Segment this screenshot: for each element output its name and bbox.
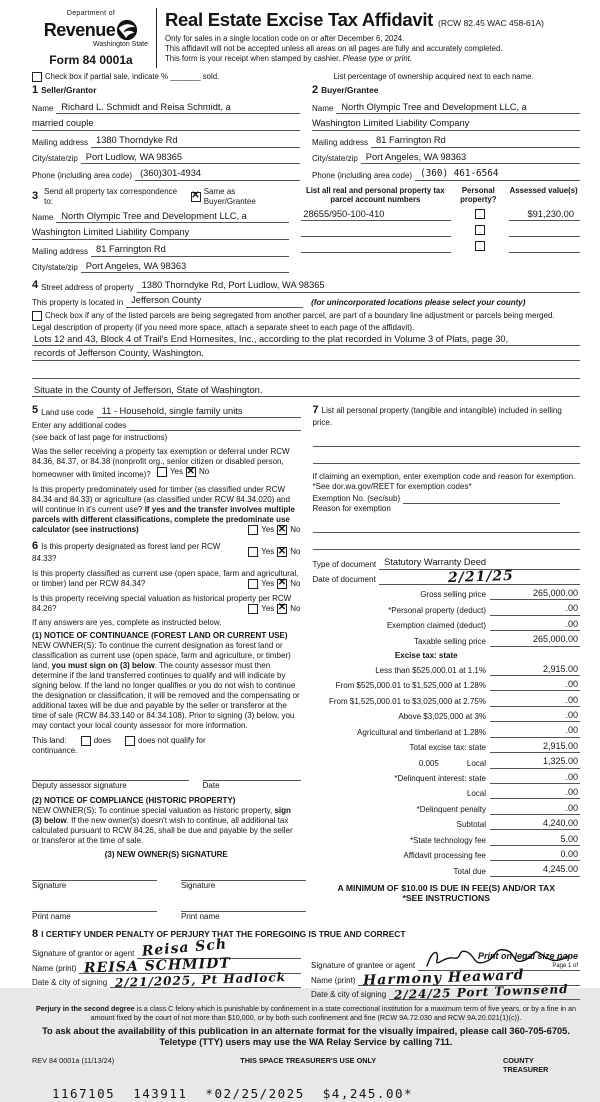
tax-label: Less than $525,000.01 at 1.1% — [375, 665, 486, 675]
personal-property-blank-line — [313, 454, 580, 464]
parcel-number-value: 28655/950-100-410 — [301, 209, 451, 222]
tax-label: *Personal property (deduct) — [388, 605, 486, 615]
seller-mailing-label: Mailing address — [32, 137, 89, 147]
land-use-value: 11 - Household, single family units — [97, 406, 301, 419]
header-divider — [156, 8, 157, 68]
county-treasurer-label: COUNTY TREASURER — [502, 1055, 549, 1074]
print-name-label: Print name — [32, 911, 71, 921]
legal-description-line1: Lots 12 and 43, Block 4 of Trail's End Homesites, Inc., according to the plat recorded in Volume 3 of Plats, page 30, — [32, 334, 580, 347]
yes-checkbox[interactable] — [248, 579, 258, 589]
signature-label: Signature — [32, 880, 67, 890]
does-not-label: does not qualify for — [138, 735, 206, 745]
new-owner-printname-line-1[interactable] — [32, 899, 157, 912]
grantee-date-value: 2/24/25 Port Townsend — [389, 988, 580, 1000]
tax-label-local: 0.005 Local — [418, 758, 486, 768]
corr-city-label: City/state/zip — [32, 263, 78, 273]
tax-label: *Delinquent penalty — [416, 804, 486, 814]
grantor-date-label: Date & city of signing — [32, 977, 108, 987]
tax-label: Local — [466, 789, 486, 799]
yes-checkbox[interactable] — [248, 525, 258, 535]
type-of-document-label: Type of document — [312, 559, 377, 569]
tax-label: Above $3,025,000 at 3% — [398, 712, 486, 722]
left-column — [32, 404, 301, 922]
tax-value: .00 — [490, 603, 580, 615]
see-back-note: (see back of last page for instructions) — [32, 433, 168, 443]
section2-number: 2 — [312, 84, 319, 96]
tax-value: .00 — [490, 725, 580, 737]
tax-value: 4,245.00 — [490, 864, 580, 876]
tax-value: 2,915.00 — [490, 741, 580, 753]
grantor-name-value: REISA SCHMIDT — [79, 961, 301, 974]
yes-checkbox[interactable] — [157, 467, 167, 477]
land-use-label: Land use code — [41, 408, 94, 418]
question-forest-land: 6 Is this property designated as forest land per RCW 84.33? Yes ✕ No — [32, 540, 301, 564]
tax-label: Exemption claimed (deduct) — [386, 621, 486, 631]
does-not-checkbox[interactable] — [125, 736, 135, 746]
tax-value: 2,915.00 — [490, 664, 580, 676]
reason-blank-line — [313, 540, 580, 550]
tax-value: 4,240.00 — [490, 818, 580, 830]
tax-label: *State technology fee — [409, 835, 486, 845]
new-owner-signature-line-2[interactable] — [181, 868, 306, 881]
tax-label: From $525,000.01 to $1,525,000 at 1.28% — [335, 681, 486, 691]
grantee-signature-label: Signature of grantee or agent — [311, 960, 416, 970]
county-note: (for unincorporated locations please select your county) — [311, 297, 526, 307]
header — [32, 6, 580, 68]
minimum-due-note: A MINIMUM OF $10.00 IS DUE IN FEE(S) AND/OR TAX — [337, 882, 555, 893]
revenue-swirl-icon — [116, 19, 138, 41]
footer-row — [32, 1056, 580, 1074]
tax-value: 1,325.00 — [490, 756, 580, 768]
certify-statement: I CERTIFY UNDER PENALTY OF PERJURY THAT THE FOREGOING IS TRUE AND CORRECT — [41, 928, 406, 939]
signature-label: Signature — [180, 880, 216, 890]
corr-name-value: North Olympic Tree and Development LLC, a — [56, 211, 289, 224]
parcel-col2-header: Personal property? — [460, 185, 497, 204]
additional-codes-value — [129, 421, 300, 431]
seller-phone-label: Phone (including area code) — [32, 170, 133, 180]
parcel-row — [301, 209, 580, 222]
no-checkbox-checked[interactable] — [277, 579, 287, 589]
grantor-signature-value[interactable]: Reisa Sch — [137, 946, 301, 959]
tax-value: .00 — [490, 679, 580, 691]
corr-name-value-2: Washington Limited Liability Company — [32, 227, 289, 240]
same-as-buyer-label: Same as Buyer/Grantee — [203, 186, 256, 206]
question-current-use: Is this property classified as current use (open space, farm and agricultural, or timber) land per RCW 84.34? Yes ✕ No — [32, 569, 301, 589]
assessed-value: $91,230.00 — [509, 209, 580, 222]
tax-label: From $1,525,000.01 to $3,025,000 at 2.75% — [328, 696, 486, 706]
segregated-checkbox[interactable] — [32, 311, 42, 321]
tax-label: Total due — [453, 866, 486, 876]
section-correspondence — [32, 187, 289, 273]
no-checkbox-checked[interactable] — [277, 547, 287, 557]
legal-description-label: Legal description of property (if you need more space, attach a separate sheet to each page of the affidavit). — [32, 322, 415, 332]
no-checkbox-checked[interactable] — [186, 467, 196, 477]
excise-tax-state-header: Excise tax: state — [394, 650, 458, 660]
date-of-document-value: 2/21/25 — [379, 572, 580, 585]
intro-line-3: This form is your receipt when stamped by cashier. Please type or print. — [165, 54, 413, 64]
new-owner-printname-line-2[interactable] — [181, 899, 306, 912]
treasurer-space-label: THIS SPACE TREASURER'S USE ONLY — [240, 1055, 377, 1065]
tax-value: .00 — [490, 803, 580, 815]
tax-value: .00 — [490, 772, 580, 784]
exemption-no-label: Exemption No. (sec/sub) — [312, 494, 401, 504]
tax-value: 265,000.00 — [490, 634, 580, 646]
section7-intro: 7 List all personal property (tangible and intangible) included in selling price. — [312, 404, 562, 428]
personal-property-checkbox[interactable] — [475, 225, 485, 235]
title-rcw-reference: (RCW 82.45 WAC 458-61A) — [438, 18, 544, 28]
legal-description-blank-line — [32, 369, 580, 379]
no-checkbox-checked[interactable] — [277, 604, 287, 614]
tax-value: .00 — [490, 710, 580, 722]
corr-mailing-label: Mailing address — [32, 246, 89, 256]
no-checkbox-checked[interactable] — [277, 525, 287, 535]
partial-sale-checkbox[interactable] — [32, 72, 42, 82]
dept-of-label: Department of — [66, 10, 116, 17]
question-exemption-deferral: Was the seller receiving a property tax exemption or deferral under RCW 84.36, 84.37, or 84.38 (nonprofit org., senior citizen or disabled person, homeowner with limited income)? Yes ✕ No — [32, 447, 301, 480]
intro-line-1: Only for sales in a single location code on or after December 6, 2024. — [165, 34, 405, 44]
continuance-label: continuance. — [32, 745, 78, 755]
tax-value: .00 — [490, 695, 580, 707]
notice-compliance-body: NEW OWNER(S): To continue special valuation as historic property, sign (3) below. If the new owner(s) doesn't wish to continue, all additional tax calculated pursuant to RCW 84.26, shall be due and payable by the seller or transferor at the time of sale. — [32, 805, 293, 845]
buyer-city-label: City/state/zip — [312, 154, 358, 164]
seller-name-label: Name — [32, 104, 54, 114]
parcel-col3-header: Assessed value(s) — [509, 185, 578, 195]
section1-number: 1 — [32, 84, 39, 96]
assessed-value — [509, 226, 580, 237]
reason-for-exemption-label: Reason for exemption — [312, 504, 391, 514]
tax-label: Agricultural and timberland at 1.28% — [357, 727, 486, 737]
same-as-buyer-checkbox[interactable] — [191, 192, 201, 202]
print-legal-size-note: Print on legal size pape — [477, 951, 578, 962]
assessor-date-line[interactable] — [203, 768, 301, 781]
intro-line-2: This affidavit will not be accepted unless all areas on all pages are fully and accurately completed. — [165, 44, 503, 54]
street-address-value: 1380 Thorndyke Rd, Port Ludlow, WA 98365 — [137, 280, 580, 293]
question-timber-use: Is this property predominately used for timber (as classified under RCW 84.34 and 84.33) or agriculture (as classified under RCW 84.34.020) and will continue in it's current use? If yes and the transfer involves multiple parcels with different classifications, complete the predominate use calculator (see instructions) Yes ✕ No — [32, 485, 301, 535]
does-label: does — [93, 735, 112, 745]
section3-number: 3 — [32, 189, 39, 202]
deputy-assessor-signature-line[interactable] — [32, 768, 189, 781]
additional-codes-label: Enter any additional codes — [32, 421, 127, 431]
exemption-note: If claiming an exemption, enter exemption code and reason for exemption. *See dor.wa.gov/REET for exemption codes* — [312, 472, 576, 492]
seller-mailing-value: 1380 Thorndyke Rd — [91, 135, 300, 148]
washington-state-label: Washington State — [93, 41, 148, 49]
parcel-number-value — [301, 242, 451, 253]
grantee-name-value: Harmony Heaward — [358, 973, 580, 986]
tax-value: 265,000.00 — [490, 588, 580, 600]
buyer-name-value: North Olympic Tree and Development LLC, a — [336, 102, 580, 115]
notice-continuance-body: NEW OWNER(S): To continue the current designation as forest land or classification as current use (open space, farm and agriculture, or timber) land, you must sign on (3) below. The county assessor must then determine if the land transferred continues to qualify and will indicate by signing below. If the land no longer qualifies or you do not wish to continue the designation or classification, it will be removed and the compensating or additional taxes will be due and payable by the seller or transferor at the time of sale (RCW 84.33.140 or 84.34.108). Prior to signing (3) below, you may contact your local county assessor for more information. — [32, 640, 300, 730]
section2-heading: Buyer/Grantee — [321, 85, 379, 95]
rev-number: REV 84 0001a (11/13/24) — [32, 1055, 115, 1065]
question-historical: Is this property receiving special valuation as historical property per RCW 84.26? Yes ✕ No — [32, 594, 301, 614]
new-owner-signature-line-1[interactable] — [32, 868, 157, 881]
section-property — [32, 279, 580, 397]
section8-number: 8 — [32, 927, 39, 940]
yes-checkbox[interactable] — [248, 547, 258, 557]
assessor-date-label: Date — [202, 780, 220, 790]
print-note — [478, 951, 578, 970]
corr-mailing-value: 81 Farrington Rd — [91, 244, 289, 257]
corr-city-value: Port Angeles, WA 98363 — [81, 261, 289, 274]
does-checkbox[interactable] — [81, 736, 91, 746]
grantor-name-label: Name (print) — [32, 963, 77, 973]
legal-description-line2: records of Jefferson County, Washington. — [32, 348, 580, 361]
page-number: Page 1 of — [552, 962, 578, 969]
deputy-assessor-label: Deputy assessor signature — [32, 780, 127, 790]
reason-blank-line — [313, 523, 580, 533]
section4-number: 4 — [32, 279, 39, 292]
ownership-note: List percentage of ownership acquired next to each name. — [333, 72, 534, 81]
cashier-stamp: 1167105 143911 *02/25/2025 $4,245.00* — [52, 1085, 414, 1101]
tax-label: Subtotal — [456, 820, 486, 830]
assessed-value — [509, 242, 580, 253]
yes-checkbox[interactable] — [248, 604, 258, 614]
tax-label: Gross selling price — [420, 590, 486, 600]
buyer-mailing-value: 81 Farrington Rd — [371, 135, 580, 148]
buyer-phone-label: Phone (including area code) — [312, 170, 413, 180]
section-seller — [32, 84, 300, 181]
tax-label: *Delinquent interest: state — [394, 774, 486, 784]
correspondence-label: Send all property tax correspondence to: — [44, 186, 178, 206]
parcel-table — [301, 187, 580, 273]
tax-value: .00 — [490, 619, 580, 631]
tax-label: Total excise tax: state — [409, 743, 486, 753]
this-land-label: This land: — [32, 735, 67, 745]
form-number: Form 84 0001a — [49, 53, 133, 67]
located-in-value: Jefferson County — [126, 295, 303, 308]
buyer-name-value-2: Washington Limited Liability Company — [312, 118, 580, 131]
page-title: Real Estate Excise Tax Affidavit — [165, 9, 434, 30]
corr-name-label: Name — [32, 213, 54, 223]
tax-value: .00 — [490, 787, 580, 799]
type-of-document-value: Statutory Warranty Deed — [379, 557, 580, 570]
seller-phone-value: (360)301-4934 — [135, 168, 300, 181]
seller-name-value: Richard L. Schmidt and Reisa Schmidt, a — [56, 102, 300, 115]
grantee-date-label: Date & city of signing — [311, 989, 387, 999]
personal-property-checkbox[interactable] — [475, 209, 485, 219]
personal-property-checkbox[interactable] — [475, 241, 485, 251]
located-in-label: This property is located in — [32, 297, 124, 307]
parcel-col1-header: List all real and personal property tax parcel account numbers — [305, 185, 445, 204]
street-address-label: Street address of property — [41, 282, 134, 292]
accessibility-note: To ask about the availability of this publication in an alternate format for the visually impaired, please call 360-705-6705. Teletype (TTY) users may use the WA Relay Service by calling 711. — [42, 1026, 570, 1048]
date-of-document-label: Date of document — [312, 574, 376, 584]
buyer-mailing-label: Mailing address — [312, 137, 369, 147]
print-name-label: Print name — [180, 911, 220, 921]
tax-label: Affidavit processing fee — [403, 851, 486, 861]
parcel-number-value — [301, 226, 451, 237]
section-buyer — [312, 84, 580, 181]
partial-sale-label: Check box if partial sale, indicate % _______ sold. — [45, 72, 220, 82]
revenue-wordmark: Revenue — [43, 19, 116, 40]
if-any-yes-note: If any answers are yes, complete as instructed below. — [32, 617, 222, 627]
segregated-label: Check box if any of the listed parcels are being segregated from another parcel, are part of a boundary line adjustment or parcels being merged. — [45, 310, 555, 320]
grantor-signature-label: Signature of grantor or agent — [32, 948, 135, 958]
tax-label: Taxable selling price — [413, 636, 486, 646]
situate-line: Situate in the County of Jefferson, State of Washington. — [32, 385, 580, 398]
this-land-row — [32, 736, 301, 746]
tax-value: 0.00 — [490, 849, 580, 861]
new-owners-signature-title: (3) NEW OWNER(S) SIGNATURE — [104, 849, 228, 859]
perjury-note: Perjury in the second degree is a class C felony which is punishable by confinement in a state correctional institution for a maximum term of five years, or by a fine in an amount fixed by the court of not more than $10,000, or by both such confinement and fine (RCW 9A.72.030 and RCW 9A.20.021(1)(c)). — [35, 1003, 577, 1023]
parcel-row — [301, 225, 580, 237]
right-column — [313, 404, 580, 922]
buyer-city-value: Port Angeles, WA 98363 — [361, 152, 580, 165]
grantor-date-value: 2/21/2025, Pt Hadlock — [110, 976, 301, 988]
agency-logo-block — [32, 6, 150, 68]
personal-property-blank-line — [313, 437, 580, 447]
see-instructions-note: *SEE INSTRUCTIONS — [402, 893, 490, 904]
parcel-row — [301, 241, 580, 253]
seller-city-value: Port Ludlow, WA 98365 — [81, 152, 300, 165]
buyer-name-label: Name — [312, 104, 334, 114]
seller-name-value-2: married couple — [32, 118, 300, 131]
notice-compliance-title: (2) NOTICE OF COMPLIANCE (HISTORIC PROPERTY) — [32, 795, 236, 805]
section5-number: 5 — [32, 404, 39, 417]
seller-city-label: City/state/zip — [32, 154, 78, 164]
section1-heading: Seller/Grantor — [41, 85, 97, 95]
buyer-phone-value: (360) 461-6564 — [415, 168, 580, 181]
tax-value: 5.00 — [490, 834, 580, 846]
exemption-no-value — [403, 494, 560, 504]
grantee-name-label: Name (print) — [311, 975, 356, 985]
notice-continuance-title: (1) NOTICE OF CONTINUANCE (FOREST LAND OR CURRENT USE) — [32, 630, 288, 640]
